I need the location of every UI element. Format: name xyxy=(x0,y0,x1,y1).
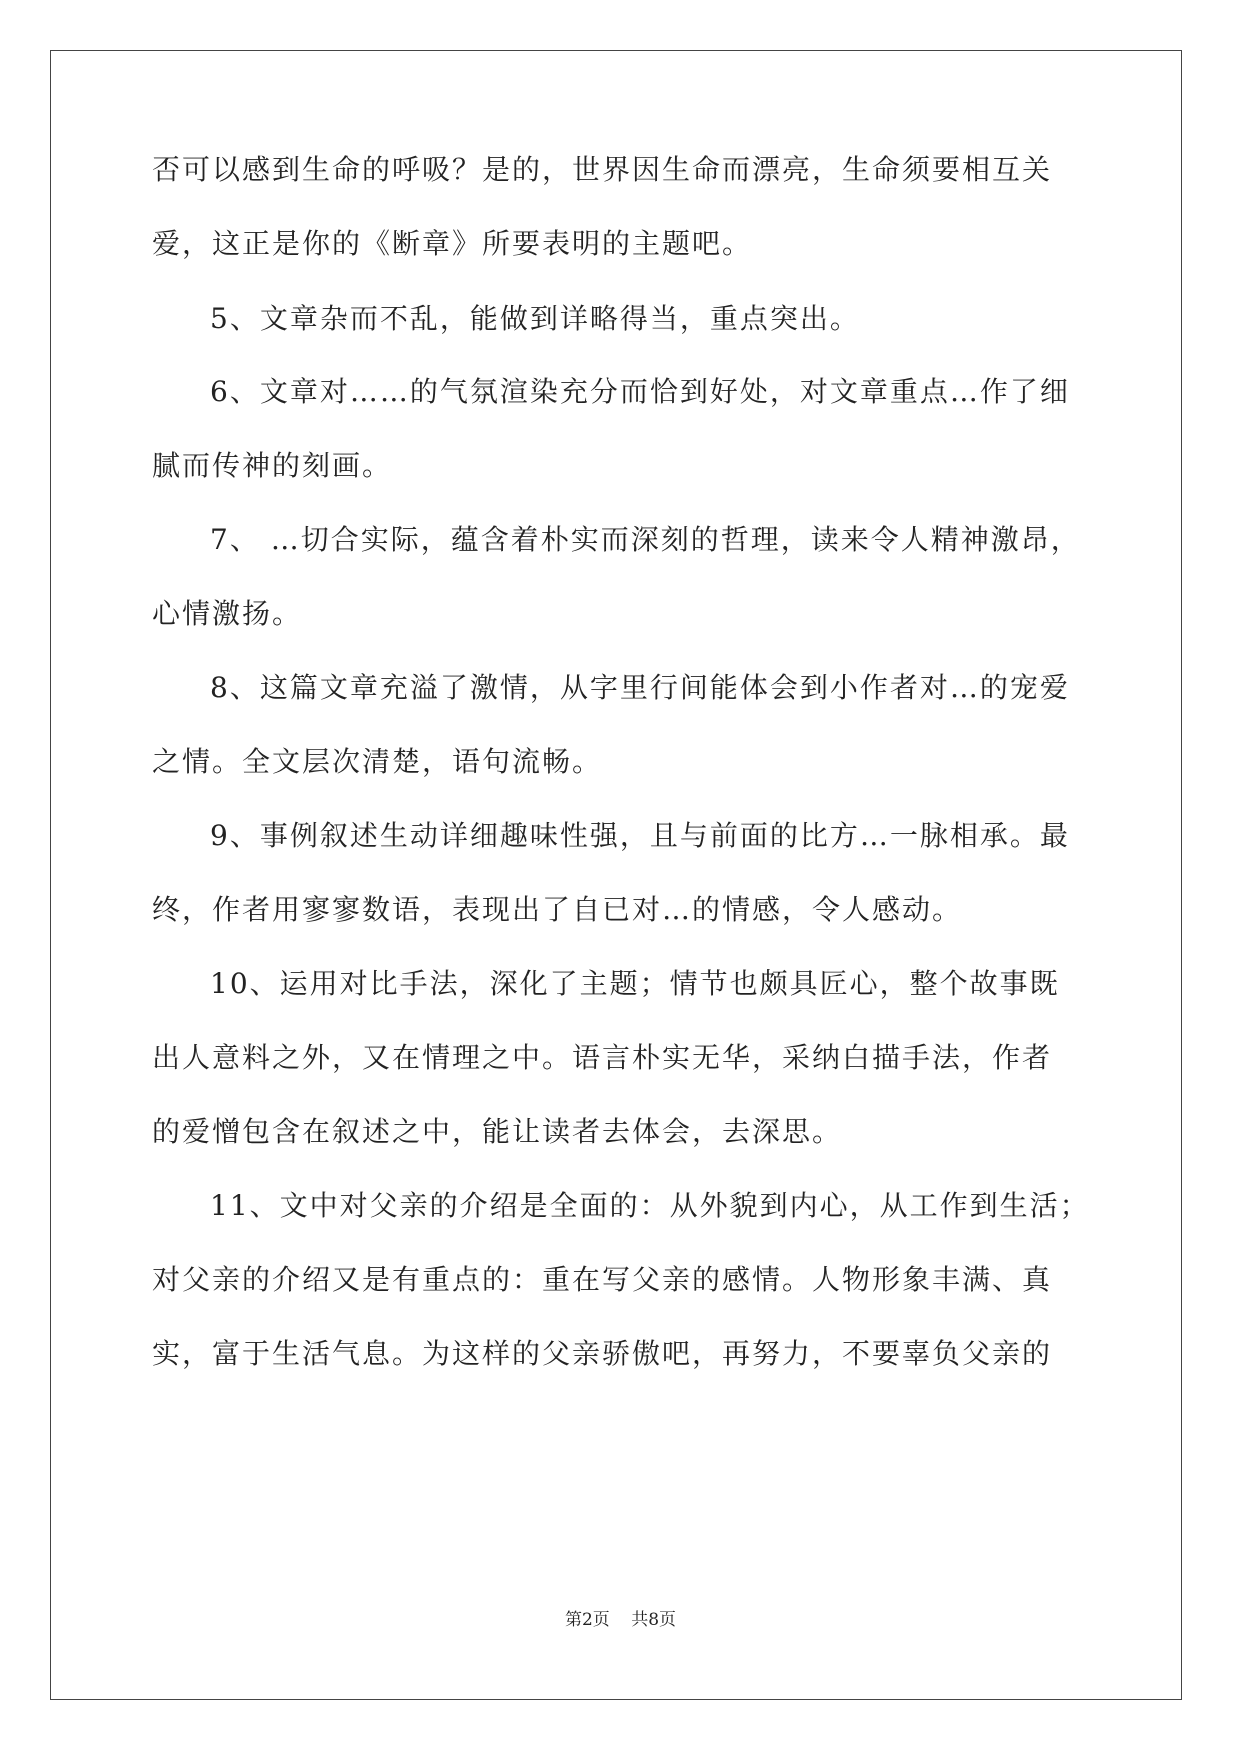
page-border xyxy=(50,50,1182,1700)
page-total: 共8页 xyxy=(631,1610,677,1630)
text-line: 11、文中对父亲的介绍是全面的：从外貌到内心，从工作到生活； xyxy=(210,1189,1090,1222)
text-line: 9、事例叙述生动详细趣味性强，且与前面的比方…一脉相承。最 xyxy=(210,819,1070,852)
text-line: 终，作者用寥寥数语，表现出了自已对…的情感，令人感动。 xyxy=(152,893,963,926)
text-line: 腻而传神的刻画。 xyxy=(152,449,393,482)
text-line: 8、这篇文章充溢了激情，从字里行间能体会到小作者对…的宠爱 xyxy=(210,671,1070,704)
page-footer xyxy=(0,1608,1241,1632)
page-number: 第2页 xyxy=(564,1610,610,1630)
text-line: 爱，这正是你的《断章》所要表明的主题吧。 xyxy=(152,227,753,260)
text-line: 实，富于生活气息。为这样的父亲骄傲吧，再努力，不要辜负父亲的 xyxy=(152,1337,1053,1370)
text-line: 出人意料之外，又在情理之中。语言朴实无华，采纳白描手法，作者 xyxy=(152,1041,1053,1074)
text-line: 否可以感到生命的呼吸？是的，世界因生命而漂亮，生命须要相互关 xyxy=(152,153,1053,186)
text-line: 6、文章对……的气氛渲染充分而恰到好处，对文章重点…作了细 xyxy=(210,375,1070,408)
text-line: 5、文章杂而不乱，能做到详略得当，重点突出。 xyxy=(210,302,860,335)
text-line: 之情。全文层次清楚，语句流畅。 xyxy=(152,745,603,778)
text-line: 的爱憎包含在叙述之中，能让读者去体会，去深思。 xyxy=(152,1115,843,1148)
text-line: 对父亲的介绍又是有重点的：重在写父亲的感情。人物形象丰满、真 xyxy=(152,1263,1053,1296)
text-line: 10、运用对比手法，深化了主题；情节也颇具匠心，整个故事既 xyxy=(210,967,1060,1000)
text-line: 7、 …切合实际，蕴含着朴实而深刻的哲理，读来令人精神激昂， xyxy=(210,523,1081,556)
text-line: 心情激扬。 xyxy=(152,597,303,630)
